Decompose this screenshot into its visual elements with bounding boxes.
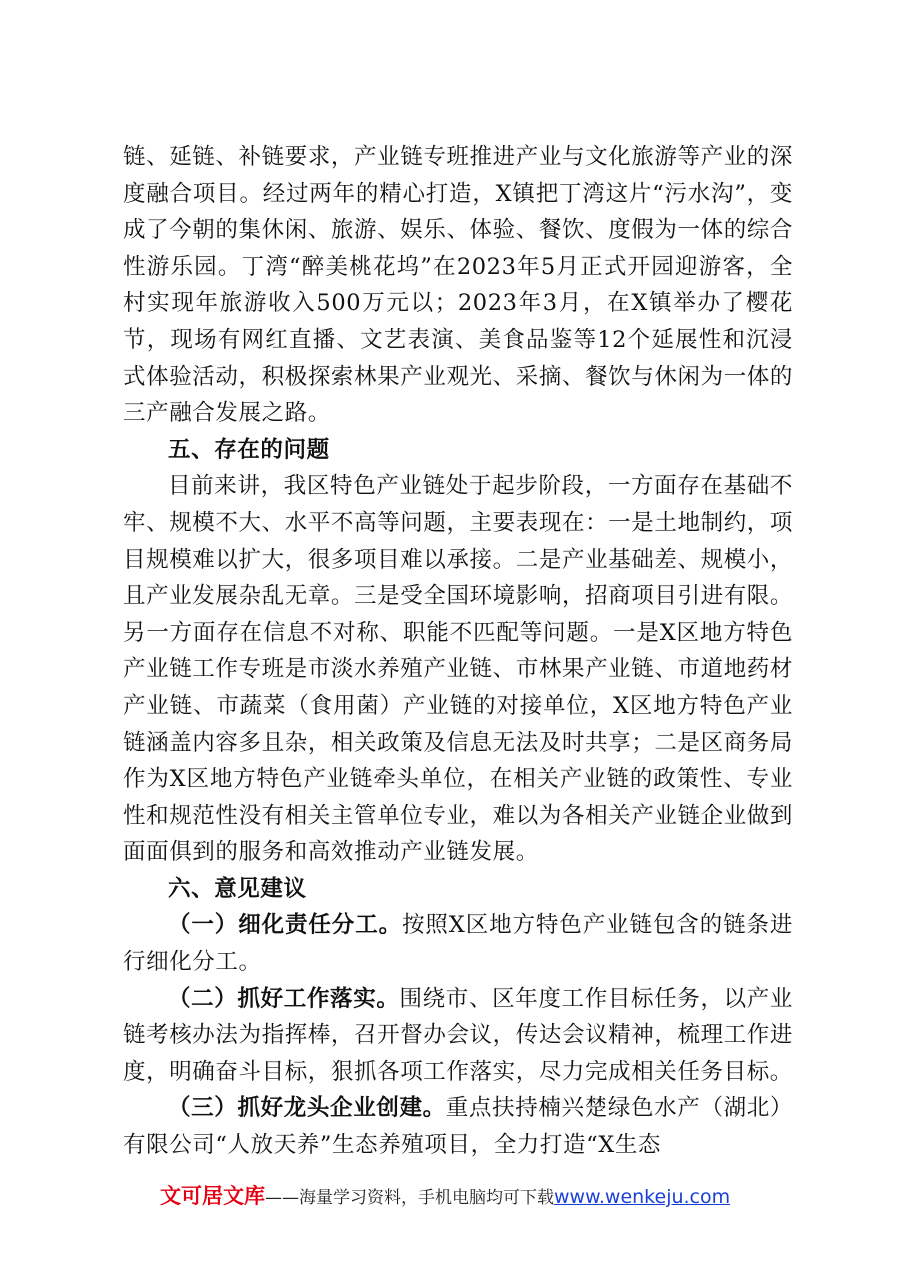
- suggestion-item-3-lead: （三）抓好龙头企业创建。: [168, 1095, 446, 1122]
- document-body: [123, 139, 793, 1164]
- suggestion-item-1: [123, 907, 793, 980]
- footer-slogan: ——海量学习资料，手机电脑均可下载: [265, 1188, 554, 1208]
- suggestion-item-2: [123, 981, 793, 1091]
- section-heading-suggestions: 六、意见建议: [168, 875, 307, 902]
- footer-url-link[interactable]: www.wenkeju.com: [554, 1186, 731, 1208]
- section-heading-problems: 五、存在的问题: [168, 436, 330, 463]
- suggestion-item-1-lead: （一）细化责任分工。: [168, 912, 402, 939]
- suggestion-item-2-text: 围绕市、区年度工作目标任务，以产业链考核办法为指挥棒，召开督办会议，传达会议精神，梳理工作进度，明确奋斗目标，狠抓各项工作落实，尽力完成相关任务目标。: [123, 985, 793, 1085]
- footer-brand: 文可居文库: [160, 1184, 265, 1208]
- watermark-footer: [160, 1181, 800, 1213]
- paragraph-tourism-integration: 链、延链、补链要求，产业链专班推进产业与文化旅游等产业的深度融合项目。经过两年的精心打造，X镇把丁湾这片“污水沟”，变成了今朝的集休闲、旅游、娱乐、体验、餐饮、度假为一体的综合性游乐园。丁湾“醉美桃花坞”在2023年5月正式开园迎游客，全村实现年旅游收入500万元以；2023年3月，在X镇举办了樱花节，现场有网红直播、文艺表演、美食品鉴等12个延展性和沉浸式体验活动，积极探索林果产业观光、采摘、餐饮与休闲为一体的三产融合发展之路。: [123, 144, 793, 427]
- suggestion-item-2-lead: （二）抓好工作落实。: [168, 985, 400, 1012]
- suggestion-item-3: [123, 1090, 793, 1163]
- paragraph-problems: 目前来讲，我区特色产业链处于起步阶段，一方面存在基础不牢、规模不大、水平不高等问题，主要表现在：一是土地制约，项目规模难以扩大，很多项目难以承接。二是产业基础差、规模小，且产业发展杂乱无章。三是受全国环境影响，招商项目引进有限。另一方面存在信息不对称、职能不匹配等问题。一是X区地方特色产业链工作专班是市淡水养殖产业链、市林果产业链、市道地药材产业链、市蔬菜（食用菌）产业链的对接单位，X区地方特色产业链涵盖内容多且杂，相关政策及信息无法及时共享；二是区商务局作为X区地方特色产业链牵头单位，在相关产业链的政策性、专业性和规范性没有相关主管单位专业，难以为各相关产业链企业做到面面俱到的服务和高效推动产业链发展。: [123, 473, 793, 866]
- suggestion-item-3-text: 重点扶持楠兴楚绿色水产（湖北）有限公司“人放天养”生态养殖项目，全力打造“X生态: [123, 1095, 793, 1159]
- suggestion-item-1-text: 按照X区地方特色产业链包含的链条进行细化分工。: [123, 912, 793, 976]
